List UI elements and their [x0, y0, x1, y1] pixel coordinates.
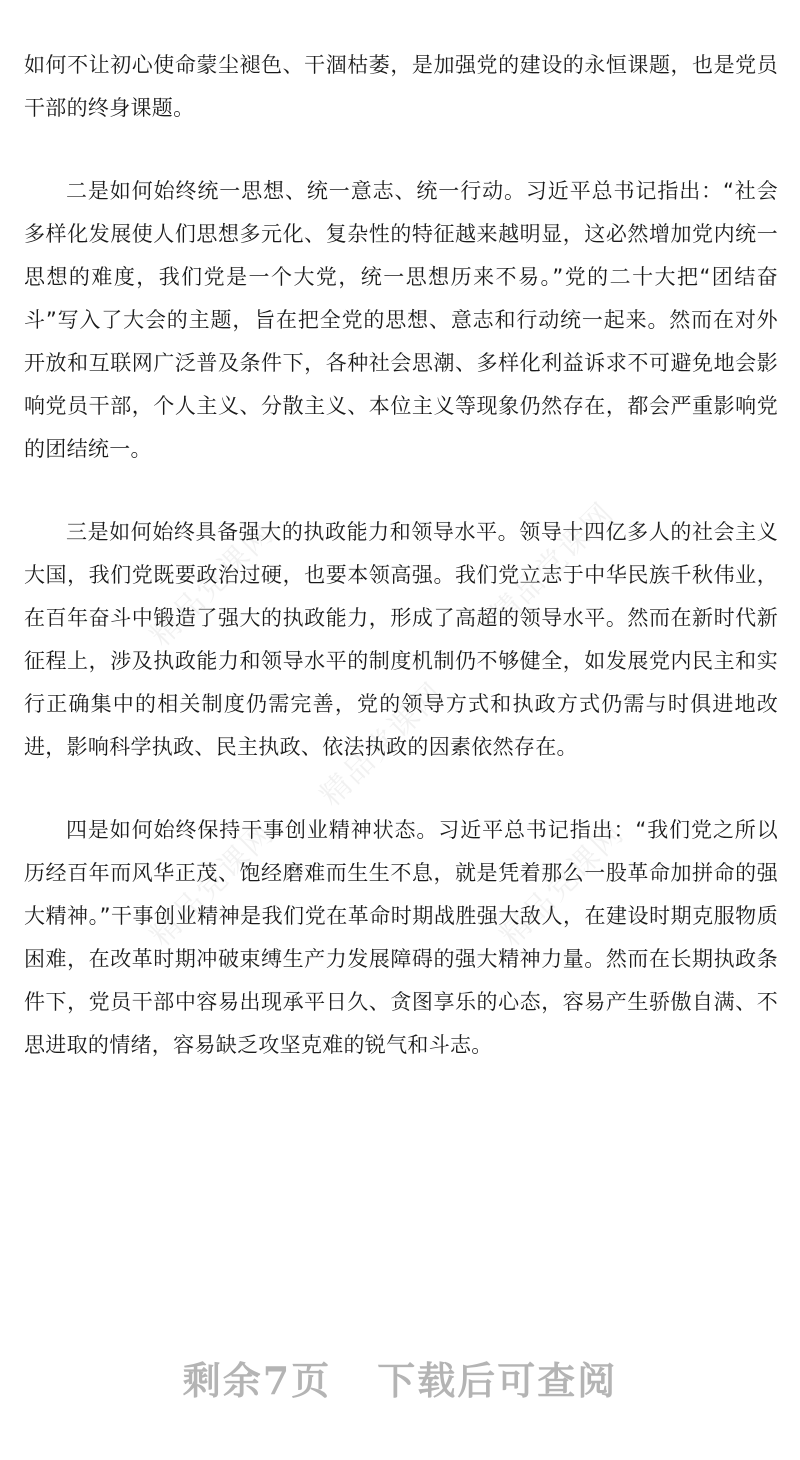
paragraph-continuation: 如何不让初心使命蒙尘褪色、干涸枯萎，是加强党的建设的永恒课题，也是党员干部的终身课题。 — [24, 53, 778, 120]
watermark: 精品党课网 — [143, 515, 282, 654]
watermark: 精品党课网 — [493, 815, 632, 954]
download-to-view-label: 下载后可查阅 — [377, 1358, 618, 1403]
paragraph-point-two: 二是如何始终统一思想、统一意志、统一行动。习近平总书记指出：“社会多样化发展使人们思想多元化、复杂性的特征越来越明显，这必然增加党内统一思想的难度，我们党是一个大党，统一思想历来不易。”党的二十大把“团结奋斗”写入了大会的主题，旨在把全党的思想、意志和行动统一起来。然而在对外开放和互联网广泛普及条件下，各种社会思潮、多样化利益诉求不可避免地会影响党员干部，个人主义、分散主义、本位主义等现象仍然存在，都会严重影响党的团结统一。 — [24, 179, 778, 461]
paragraph-point-four: 四是如何始终保持干事创业精神状态。习近平总书记指出：“我们党之所以历经百年而风华正茂、饱经磨难而生生不息，就是凭着那么一股革命加拼命的强大精神。”干事创业精神是我们党在革命时期战胜强大敌人，在建设时期克服物质困难，在改革时期冲破束缚生产力发展障碍的强大精神力量。然而在长期执政条件下，党员干部中容易出现承平日久、贪图享乐的心态，容易产生骄傲自满、不思进取的情绪，容易缺乏攻坚克难的锐气和斗志。 — [24, 818, 778, 1057]
watermark: 精品党课网 — [143, 815, 282, 954]
paragraph-point-three: 三是如何始终具备强大的执政能力和领导水平。领导十四亿多人的社会主义大国，我们党既要政治过硬，也要本领高强。我们党立志于中华民族千秋伟业，在百年奋斗中锻造了强大的执政能力，形成了高超的领导水平。然而在新时代新征程上，涉及执政能力和领导水平的制度机制仍不够健全，如发展党内民主和实行正确集中的相关制度仍需完善，党的领导方式和执政方式仍需与时俱进地改进，影响科学执政、民主执政、依法执政的因素依然存在。 — [24, 520, 778, 759]
download-prompt[interactable] — [0, 1350, 800, 1405]
document-body — [24, 44, 778, 1107]
remaining-pages-label: 剩余7页 — [182, 1358, 332, 1403]
watermark: 精品党课网 — [313, 675, 452, 814]
watermark: 精品党课网 — [483, 495, 622, 634]
